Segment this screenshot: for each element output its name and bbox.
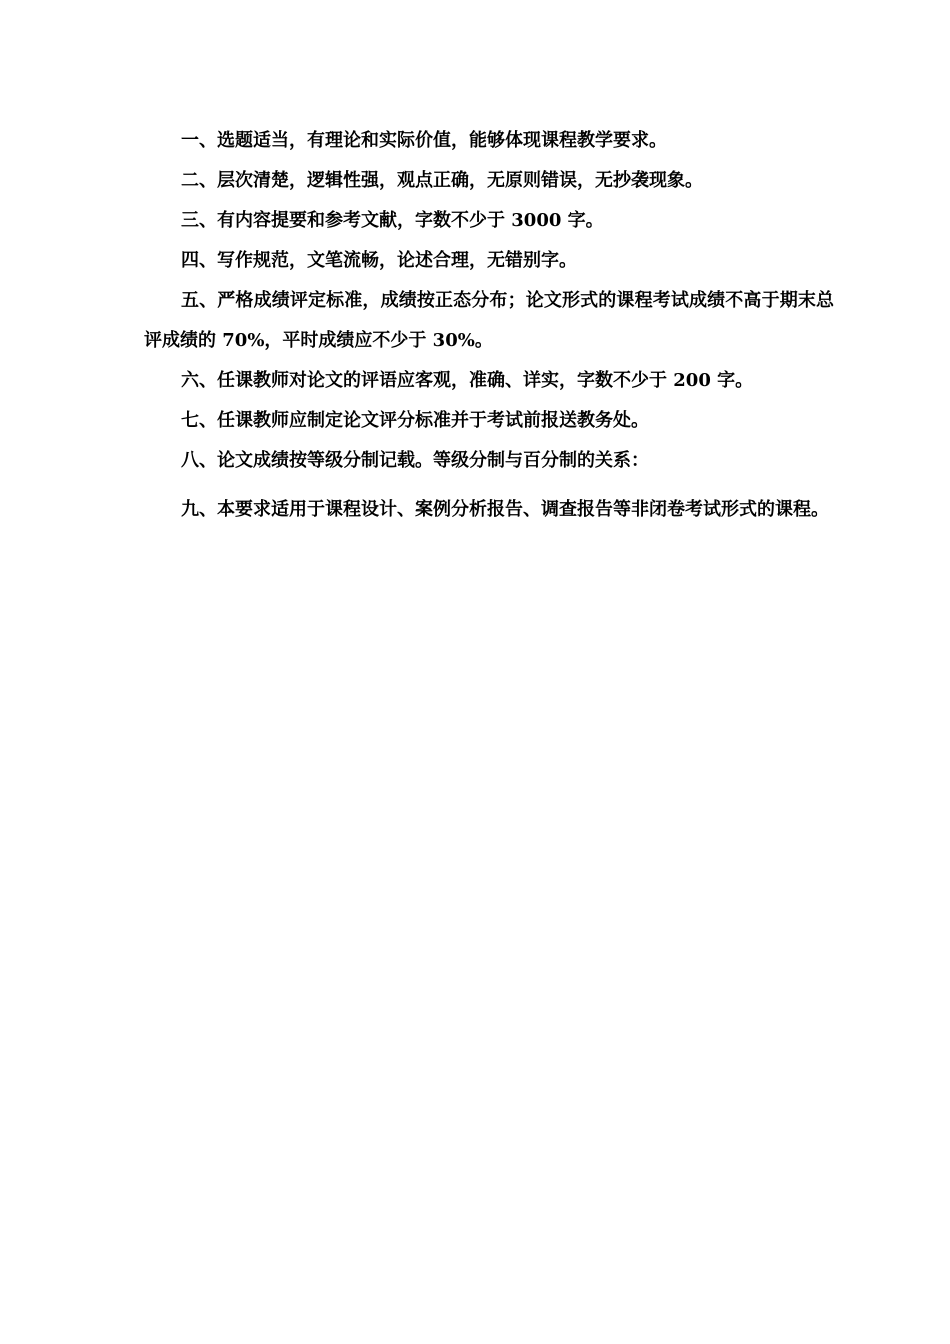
requirement-item-2: 二、层次清楚，逻辑性强，观点正确，无原则错误，无抄袭现象。 <box>181 170 703 191</box>
requirement-item-4: 四、写作规范，文笔流畅，论述合理，无错别字。 <box>181 250 577 271</box>
requirement-item-7: 七、任课教师应制定论文评分标准并于考试前报送教务处。 <box>181 410 649 431</box>
requirements-list <box>144 121 834 526</box>
requirement-item-6: 六、任课教师对论文的评语应客观，准确、详实，字数不少于 200 字。 <box>181 370 754 391</box>
requirement-item-8: 八、论文成绩按等级分制记载。等级分制与百分制的关系： <box>181 450 649 471</box>
requirement-item-3: 三、有内容提要和参考文献，字数不少于 3000 字。 <box>181 210 604 231</box>
requirement-item-5: 五、严格成绩评定标准，成绩按正态分布；论文形式的课程考试成绩不高于期末总评成绩的 70%，平时成绩应不少于 30%。 <box>144 290 834 351</box>
requirement-item-9: 九、本要求适用于课程设计、案例分析报告、调查报告等非闭卷考试形式的课程。 <box>181 499 829 520</box>
requirement-item-1: 一、选题适当，有理论和实际价值，能够体现课程教学要求。 <box>181 130 667 151</box>
